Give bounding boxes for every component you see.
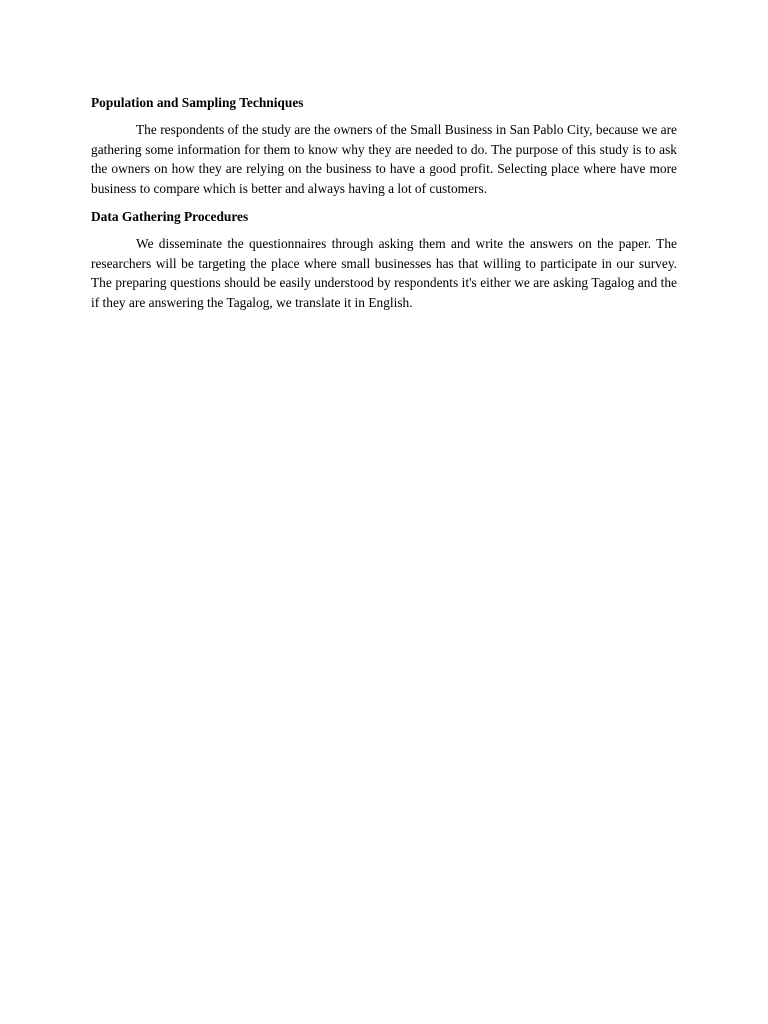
section-population-sampling [91,94,677,198]
section-heading: Population and Sampling Techniques [91,95,304,110]
section-paragraph: We disseminate the questionnaires through asking them and write the answers on the paper. The researchers will be targeting the place where small businesses has that willing to participate in our survey. The preparing questions should be easily understood by respondents it's either we are asking Tagalog and the if they are answering the Tagalog, we translate it in English. [91,236,677,310]
section-paragraph: The respondents of the study are the owners of the Small Business in San Pablo City, because we are gathering some information for them to know why they are needed to do. The purpose of this study is to ask the owners on how they are relying on the business to have a good profit. Selecting place where have more business to compare which is better and always having a lot of customers. [91,122,677,196]
section-data-gathering [91,208,677,312]
section-heading: Data Gathering Procedures [91,209,249,224]
